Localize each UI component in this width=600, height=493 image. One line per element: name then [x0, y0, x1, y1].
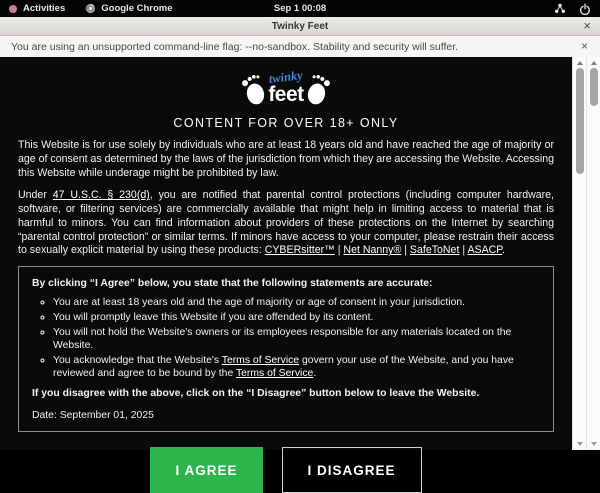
window-titlebar[interactable] [0, 17, 600, 36]
power-icon[interactable] [579, 3, 591, 15]
product-separator: | [459, 244, 468, 257]
infobar-message: You are using an unsupported command-line flag: --no-sandbox. Stability and security will suffer. [11, 40, 459, 53]
top-bar-left [9, 3, 173, 14]
agreement-item-age: ◦ You are at least 18 years old and the age of majority or age of consent in your jurisdiction. [53, 296, 540, 309]
netnanny-link[interactable]: Net Nanny® [343, 244, 402, 257]
chrome-icon [85, 3, 96, 14]
i-agree-button[interactable]: I AGREE [150, 447, 262, 493]
date-line: Date: September 01, 2025 [32, 410, 154, 422]
age-gate-content [0, 57, 572, 478]
tos-part2: govern your use of the Website, and you have reviewed and agree to be bound by the [53, 354, 514, 379]
product-separator: | [334, 244, 344, 257]
age-restriction-paragraph: This Website is for use solely by individuals who are at least 18 years old and have reached the age of majority or age of consent as determined by the laws of the jurisdiction from which they are accessing the Website. Accessing this Website while underage might be prohibited by law. [18, 139, 554, 179]
agreement-item-tos [53, 354, 540, 380]
left-foot-icon [241, 74, 267, 107]
disagree-note: If you disagree with the above, click on the “I Disagree” button below to leave the Website. [32, 388, 480, 400]
page-scrollbar[interactable] [572, 57, 586, 450]
product-separator: | [401, 244, 410, 257]
asacp-link[interactable]: ASACP [467, 244, 503, 257]
twinky-feet-logo [18, 66, 554, 110]
right-foot-icon [306, 74, 332, 107]
terms-of-service-link[interactable]: Terms of Service [221, 354, 300, 366]
cybersitter-link[interactable]: CYBERsitter™ [264, 244, 335, 257]
scroll-down-arrow-icon[interactable] [577, 442, 583, 446]
agreement-intro: By clicking “I Agree” below, you state that the following statements are accurate: [32, 278, 433, 290]
paragraph2-prefix: Under [18, 189, 53, 202]
chrome-infobar [0, 36, 600, 57]
age-gate-heading: CONTENT FOR OVER 18+ ONLY [173, 116, 399, 130]
usc-230d-link[interactable]: 47 U.S.C. § 230(d) [52, 189, 150, 202]
page-scrollbar-thumb[interactable] [576, 68, 584, 174]
activities-button[interactable]: Activities [23, 3, 66, 14]
system-status-area [554, 3, 591, 15]
paragraph2-body: , you are notified that parental control protections (including computer hardware, software, or filtering services) are commercially available that might help in limiting access to material that is harmful to minors. You can find information about providers of these protections on the Internet by searching “parental control protection” or similar terms. If minors have access to your computer, please restrain their access to sexually explicit material by using these products: [18, 189, 554, 257]
paragraph2-terminator: . [502, 244, 505, 257]
safetonet-link[interactable]: SafeToNet [409, 244, 460, 257]
tos-part1: You acknowledge that the Website's [53, 354, 222, 366]
agreement-item-liability: ◦ You will not hold the Website's owners or its employees responsible for any materials located on the Website. [53, 326, 540, 352]
window-close-button[interactable]: × [583, 18, 591, 33]
logo-word-feet: feet [268, 83, 304, 106]
scroll-up-arrow-icon[interactable] [591, 61, 597, 65]
network-icon[interactable] [554, 3, 566, 14]
terms-of-service-link[interactable]: Terms of Service [235, 367, 314, 379]
tos-part3: . [313, 367, 317, 379]
infobar-close-button[interactable]: × [580, 39, 588, 53]
browser-window [0, 17, 600, 478]
i-disagree-button[interactable]: I DISAGREE [282, 447, 422, 493]
window-scrollbar[interactable] [586, 57, 600, 450]
page-viewport [0, 57, 600, 478]
scroll-down-arrow-icon[interactable] [591, 442, 597, 446]
agreement-box [18, 266, 554, 432]
clock[interactable]: Sep 1 00:08 [273, 3, 327, 14]
focused-app-menu[interactable] [85, 3, 172, 14]
gnome-top-bar [0, 0, 600, 17]
logo-word-twinky: twinky [268, 67, 304, 87]
agreement-item-leave: ◦ You will promptly leave this Website if you are offended by its content. [53, 311, 540, 324]
window-title: Twinky Feet [271, 20, 329, 32]
consent-buttons [18, 447, 554, 493]
focused-app-label: Google Chrome [101, 3, 173, 14]
recording-indicator-icon [9, 5, 17, 13]
scroll-up-arrow-icon[interactable] [577, 61, 583, 65]
parental-control-paragraph [18, 189, 554, 258]
window-scrollbar-thumb[interactable] [590, 68, 598, 106]
agreement-list [32, 296, 540, 380]
